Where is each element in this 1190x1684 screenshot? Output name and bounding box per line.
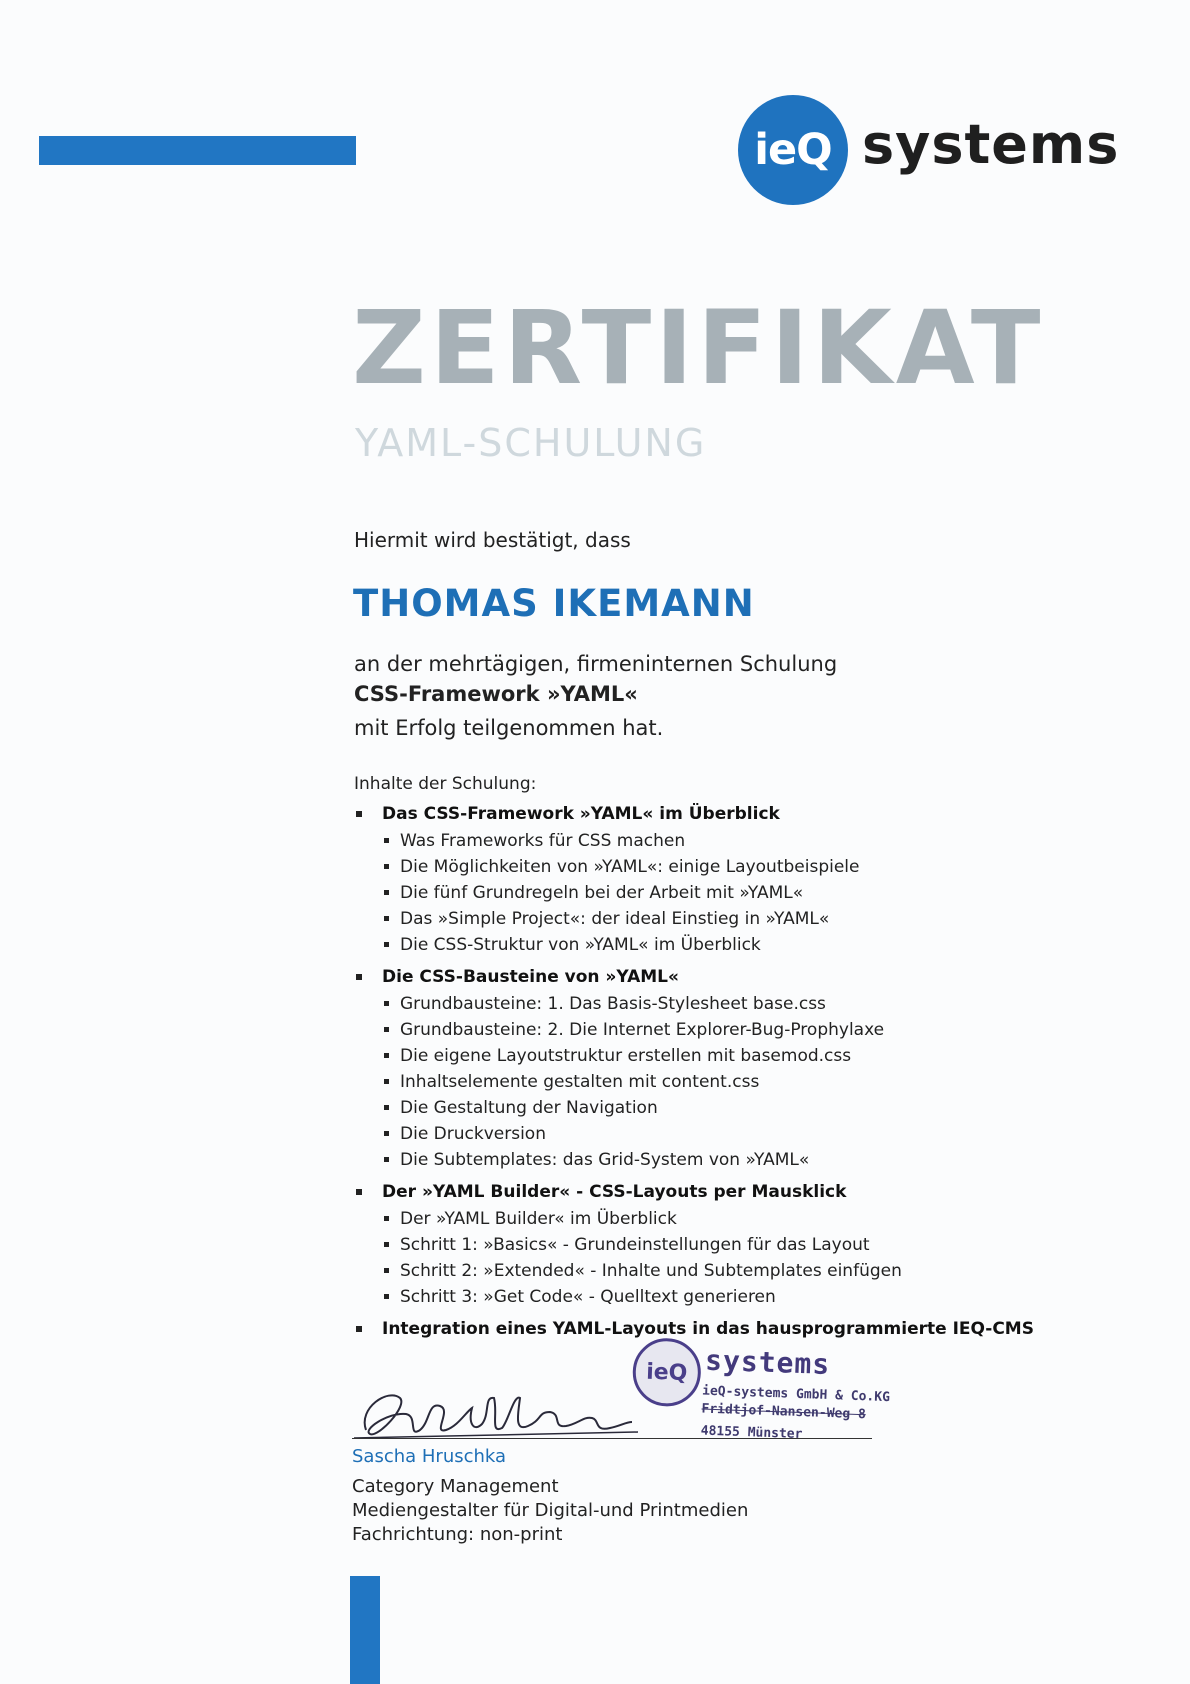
- bottom-accent-bar: [350, 1576, 380, 1684]
- topic-heading: Die CSS-Bausteine von »YAML«: [352, 964, 1152, 991]
- signer-name: Sascha Hruschka: [352, 1446, 507, 1467]
- certificate-subheading: YAML-SCHULUNG: [355, 421, 707, 465]
- topic-item: Die Druckversion: [352, 1121, 1152, 1147]
- stamp-logo-mark: ieQ: [632, 1337, 702, 1407]
- topic-item: Die Möglichkeiten von »YAML«: einige Layoutbeispiele: [352, 854, 1152, 880]
- signature: [348, 1368, 658, 1448]
- topic-item: Schritt 3: »Get Code« - Quelltext generieren: [352, 1284, 1152, 1310]
- stamp-company: ieQ-systems GmbH & Co.KG: [701, 1383, 891, 1406]
- signer-qualification: Mediengestalter für Digital-und Printmedien: [352, 1500, 749, 1521]
- company-stamp: [630, 1337, 914, 1457]
- topic-item: Der »YAML Builder« im Überblick: [352, 1206, 1152, 1232]
- top-accent-bar: [39, 136, 356, 165]
- topic-group: [352, 964, 1152, 1173]
- body-line-3: mit Erfolg teilgenommen hat.: [354, 716, 664, 740]
- stamp-wordmark: systems: [704, 1343, 831, 1382]
- topic-item: Grundbausteine: 1. Das Basis-Stylesheet base.css: [352, 991, 1152, 1017]
- stamp-street-text: Fridtjof-Nansen-Weg 8: [701, 1401, 867, 1423]
- topic-group: [352, 1179, 1152, 1310]
- topic-item: Grundbausteine: 2. Die Internet Explorer-Bug-Prophylaxe: [352, 1017, 1152, 1043]
- topic-item: Die CSS-Struktur von »YAML« im Überblick: [352, 932, 1152, 958]
- stamp-street: [701, 1402, 866, 1423]
- signer-role: Category Management: [352, 1476, 559, 1497]
- topic-heading: Integration eines YAML-Layouts in das hausprogrammierte IEQ-CMS: [352, 1316, 1152, 1343]
- topic-item: Was Frameworks für CSS machen: [352, 828, 1152, 854]
- course-title: CSS-Framework »YAML«: [354, 682, 638, 706]
- topic-item: Die fünf Grundregeln bei der Arbeit mit »YAML«: [352, 880, 1152, 906]
- logo-mark: ieQ: [738, 95, 848, 205]
- stamp-city: 48155 Münster: [700, 1423, 803, 1443]
- topic-item: Die Subtemplates: das Grid-System von »YAML«: [352, 1147, 1152, 1173]
- course-contents-list: [352, 801, 1152, 1349]
- intro-text: Hiermit wird bestätigt, dass: [354, 528, 631, 552]
- topic-item: Das »Simple Project«: der ideal Einstieg in »YAML«: [352, 906, 1152, 932]
- topic-item: Schritt 1: »Basics« - Grundeinstellungen für das Layout: [352, 1232, 1152, 1258]
- topic-group: [352, 1316, 1152, 1343]
- ieq-systems-logo: [738, 95, 1120, 205]
- topic-item: Die eigene Layoutstruktur erstellen mit basemod.css: [352, 1043, 1152, 1069]
- body-line-1: an der mehrtägigen, firmeninternen Schulung: [354, 652, 838, 676]
- signer-specialization: Fachrichtung: non-print: [352, 1524, 563, 1545]
- recipient-name: THOMAS IKEMANN: [353, 582, 755, 625]
- topic-item: Die Gestaltung der Navigation: [352, 1095, 1152, 1121]
- logo-wordmark: systems: [862, 113, 1120, 176]
- topic-heading: Der »YAML Builder« - CSS-Layouts per Mausklick: [352, 1179, 1152, 1206]
- certificate-heading: ZERTIFIKAT: [352, 289, 1045, 408]
- topic-heading: Das CSS-Framework »YAML« im Überblick: [352, 801, 1152, 828]
- contents-title: Inhalte der Schulung:: [354, 774, 537, 794]
- topic-group: [352, 801, 1152, 958]
- topic-item: Inhaltselemente gestalten mit content.css: [352, 1069, 1152, 1095]
- topic-item: Schritt 2: »Extended« - Inhalte und Subtemplates einfügen: [352, 1258, 1152, 1284]
